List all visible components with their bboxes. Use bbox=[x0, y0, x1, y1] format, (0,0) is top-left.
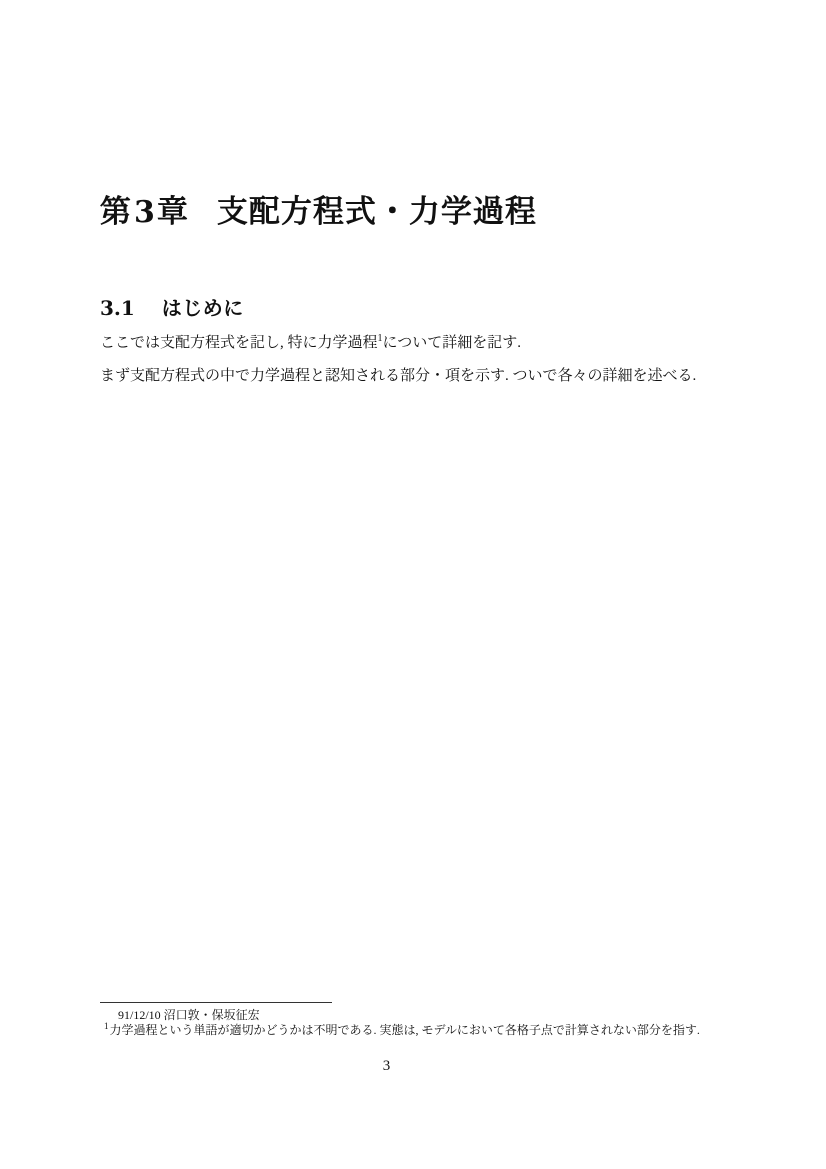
footnote-1 bbox=[104, 1021, 700, 1038]
section-heading bbox=[100, 292, 244, 321]
section-number: 3.1 bbox=[100, 296, 135, 320]
footnote-1-marker: 1 bbox=[104, 1021, 109, 1031]
footnote-rule bbox=[100, 1002, 332, 1003]
chapter-label-prefix: 第 bbox=[100, 194, 132, 229]
footnote-1-text: 力学過程という単語が適切かどうかは不明である. 実態は, モデルにおいて各格子点で計算されない部分を指す. bbox=[109, 1023, 700, 1037]
footnote-date-author-line: 91/12/10 沼口敦・保坂征宏 bbox=[118, 1008, 260, 1022]
paragraph-1-text: ここでは支配方程式を記し, 特に力学過程 bbox=[100, 335, 378, 351]
chapter-label-suffix: 章 bbox=[156, 194, 189, 229]
footnote-reference-1: 1 bbox=[377, 333, 383, 344]
chapter-number: 3 bbox=[134, 195, 155, 230]
paragraph-1-text-continued: について詳細を記す. bbox=[382, 335, 521, 351]
section-title: はじめに bbox=[161, 298, 244, 320]
page-number: 3 bbox=[382, 1058, 391, 1074]
chapter-heading bbox=[100, 186, 537, 231]
chapter-title: 支配方程式・力学過程 bbox=[216, 194, 537, 229]
paragraph-2: まず支配方程式の中で力学過程と認知される部分・項を示す. ついで各々の詳細を述べる. bbox=[100, 368, 697, 384]
paragraph-1 bbox=[100, 335, 700, 352]
